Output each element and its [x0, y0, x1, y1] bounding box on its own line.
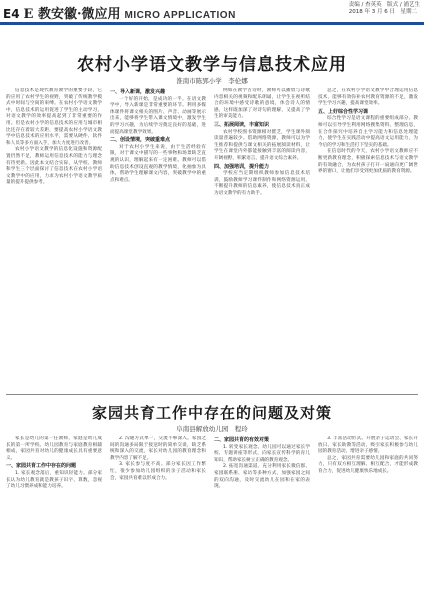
body-paragraph: 1. 家长观念落后，重知识轻能力。部分家长认为幼儿教育就是教孩子识字、算数，忽视了幼儿习惯养成和能力培养。 — [6, 470, 102, 490]
body-paragraph: 农村学校图书资源相对匮乏，学生课外阅读量普遍较少。借助网络资源，教师可以为学生推荐和提供与课文相关的拓展阅读材料，让学生在课堂内外都能接触到丰富的阅读内容，开阔视野，积累语言，提升语文综合素养。 — [214, 129, 310, 161]
body-paragraph: 综合性学习是语文课程的重要组成部分，教师可以引导学生利用网络搜集资料、整理信息，在合作探究中培养自主学习能力和信息处理能力，使学生在实践活动中提高语文运用能力，为今后的学习和生活打下坚实的基础。 — [318, 116, 418, 148]
masthead — [0, 0, 424, 26]
article1-column-4 — [318, 88, 418, 388]
article1-byline: 淮南市陈郢小学 李伦娜 — [176, 77, 248, 85]
body-paragraph: 一个好的开始，是成功的一半。在语文教学中，导入新课是非常重要的环节。利用多媒体课件将课文相关的图片、声音、动画等展示出来，能够将学生带入课文情境中，激发学生的学习兴趣，为后续学习奠定良好的基础，进而提高课堂教学效果。 — [110, 96, 206, 135]
body-paragraph: 对于农村小学生来说，由于生活经验有限，对于课文中描写的一些事物和场景缺乏直观的认识，理解起来有一定困难。教师可以借助信息技术创设直观的教学情境，化抽象为具体，帮助学生理解课文内容，突破教学中的重点和难点。 — [110, 144, 206, 183]
section-heading: 二、家园共育的有效对策 — [214, 437, 270, 443]
section-heading: 五、上好综合性学习课 — [318, 108, 369, 115]
article2-column-2 — [110, 436, 206, 602]
article2-byline: 阜南县解放幼儿园 程玲 — [176, 425, 248, 433]
article-divider — [6, 394, 418, 395]
section-heading: 一、导入新课，激发兴趣 — [110, 89, 166, 95]
masthead-left — [3, 3, 236, 22]
masthead-rule — [0, 22, 424, 25]
masthead-meta — [349, 2, 420, 16]
body-paragraph: 2. 拓宽沟通渠道。充分利用家长微信群、家园联系册、家访等多种方式，加强家园之间的双向沟通，及时交流幼儿在园和在家的表现。 — [214, 464, 310, 490]
body-paragraph: 1. 转变家长观念。幼儿园可以通过家长学校、专题讲座等形式，向家长宣传科学的育儿知识，帮助家长树立正确的教育观念。 — [214, 444, 310, 463]
date-line: 2018 年 3 月 6 日 星期二 — [348, 9, 418, 15]
body-paragraph: 信息技术是现代教育教学的重要手段，它的应用了农村学生的视野，突破了传统教学模式中时间与空间的束缚。在农村小学语文教学中，信息技术的运用促进了学生的主动学习，对语文教学的效率提高起到了非常重要的作用。但是农村小学的信息技术的应用与城市相比还存在着较大差距，要提高农村小学语文教学中信息技术的应用水平，需要从硬件、软件和人员等多方面入手，加大力度进行改善。 — [6, 88, 102, 146]
body-paragraph: 2. 沟通方式单一，交流不够深入。家园之间的沟通多局限于接送时的简单交谈，缺乏系统和深入的交流，家长对幼儿园的教育理念和教学内容了解不足。 — [110, 436, 206, 461]
body-paragraph: 3. 家长参与度不高。部分家长因工作繁忙，很少参加幼儿园组织的亲子活动和家长会，家园共育难以形成合力。 — [110, 462, 206, 481]
article2-column-4 — [318, 436, 418, 602]
article1-column-1 — [6, 88, 102, 388]
section-english-name: MICRO APPLICATION — [124, 10, 236, 21]
body-paragraph: 总之，在农村小学语文教学中合理运用信息技术，能够有效弥补农村教育资源的不足，激发学生学习兴趣，提高课堂效率。 — [318, 88, 418, 107]
body-paragraph: 家长是幼儿的第一任教师，家庭是幼儿成长的第一所学校。幼儿园教育与家庭教育相辅相成，家园共育对幼儿的健康成长具有重要意义。 — [6, 436, 102, 461]
section-heading: 四、加强培训，提升能力 — [214, 163, 270, 170]
article1-column-3 — [214, 88, 310, 388]
body-paragraph: 总之，家园共育需要幼儿园和家庭的共同努力，只有双方相互理解、相互配合，才能形成教育合力，促进幼儿健康快乐地成长。 — [318, 455, 418, 474]
article2-column-3 — [214, 436, 310, 602]
body-paragraph: 例如在教学古诗时，教师可以播放与诗歌内容相关的视频和配乐朗诵，让学生在视听结合的环境中感受诗歌的意境，体会诗人的情感，这样既加深了对诗句的理解，又提高了学生的审美能力。 — [214, 88, 310, 120]
section-heading: 一、家园共育工作中存在的问题 — [6, 463, 77, 470]
body-paragraph: 学校应当定期组织教师参加信息技术培训，鼓励教师学习课件制作和网络资源运用，不断提升教师的信息素养，使信息技术真正成为语文教学的有力助手。 — [214, 171, 310, 196]
article2-column-1 — [6, 436, 102, 602]
section-heading: 三、拓展阅读，丰富知识 — [214, 121, 270, 128]
body-paragraph: 3. 丰富活动形式。开展亲子运动会、家长开放日、家长助教等活动，吸引家长积极参与幼儿园的教育活动，增进亲子感情。 — [318, 436, 418, 455]
article2-title: 家园共育工作中存在的问题及对策 — [91, 404, 332, 422]
section-heading: 二、创设情境，突破重难点 — [110, 137, 171, 144]
body-paragraph: 在信息时代的今天，农村小学语文教师应不断更新教育理念，积极探索信息技术与语文教学的有效融合，为农村孩子打开一扇通向更广阔世界的窗口，让他们享受到更加优质的教育资源。 — [318, 149, 418, 175]
editor-line: 责编 / 查英英 版式 / 浦艺生 — [348, 2, 420, 8]
section-name: E 教安徽·微应用 — [23, 7, 121, 22]
article1-column-2 — [110, 88, 206, 388]
page-code: E4 — [3, 7, 20, 21]
body-paragraph: 农村小学语文教学的信息化设施和资源配置仍然不足，教师运用信息技术的能力与理念有待更新。因此本文结合实际，从学校、教师和学生三个层面探讨了信息技术在农村小学语文教学中的应用，力求为农村小学语文教学质量的提升提供参考。 — [6, 147, 102, 186]
article1-title: 农村小学语文教学与信息技术应用 — [77, 55, 347, 75]
